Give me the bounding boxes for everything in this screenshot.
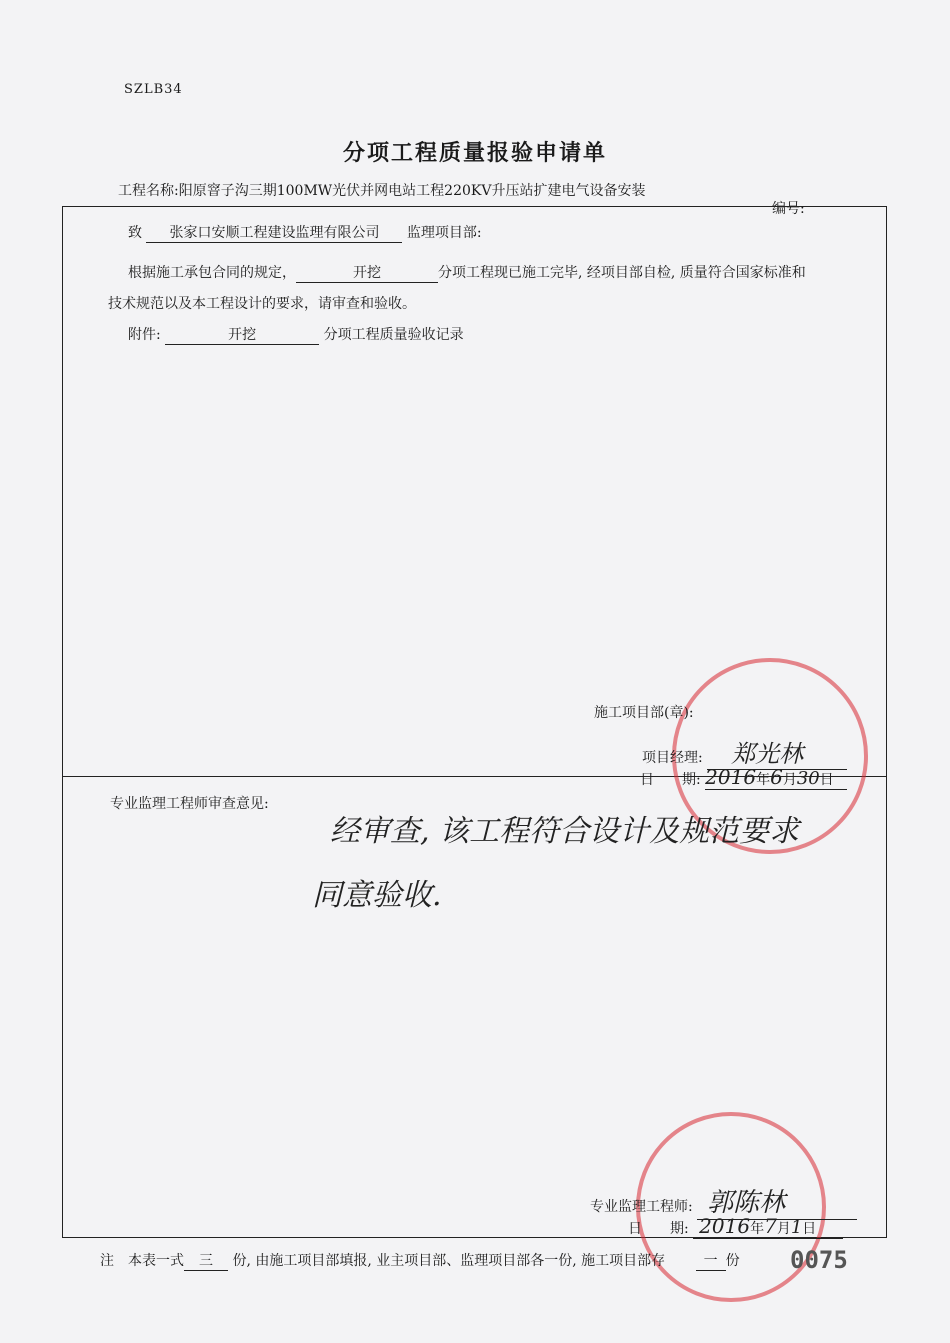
body-line1-post: 分项工程现已施工完毕, 经项目部自检, 质量符合国家标准和: [438, 265, 806, 281]
contractor-date-year: 2016: [705, 765, 757, 789]
footer-note-prefix: 注 本表一式: [100, 1253, 184, 1269]
review-day-char: 日: [802, 1221, 817, 1237]
project-name: 阳原窨子沟三期100MW光伏并网电站工程220KV升压站扩建电气设备安装: [178, 183, 646, 199]
attachment-row: [128, 324, 464, 345]
review-month-char: 月: [776, 1221, 791, 1237]
contractor-date-day: 30: [796, 768, 820, 789]
project-label: 工程名称:: [118, 183, 179, 199]
contractor-date-month: 6: [770, 765, 783, 789]
addressee-row: [128, 222, 482, 243]
footer-copies: 三: [184, 1250, 228, 1271]
page-number: 0075: [790, 1246, 848, 1274]
review-label: 专业监理工程师审查意见:: [110, 796, 269, 812]
manager-signature: 郑光林: [731, 740, 804, 768]
contractor-date-row: [640, 765, 847, 790]
contractor-day-char: 日: [819, 772, 834, 788]
body-line-1: [128, 262, 806, 283]
review-date-label: 日 期:: [628, 1221, 689, 1237]
engineer-signature: 郭陈林: [707, 1188, 786, 1218]
manager-label: 项目经理:: [642, 750, 703, 766]
contractor-date-label: 日 期:: [640, 772, 701, 788]
review-handwriting-1: 经审查, 该工程符合设计及规范要求: [330, 814, 800, 849]
review-date-row: [628, 1214, 843, 1239]
review-handwriting-2: 同意验收.: [312, 878, 442, 913]
contractor-dept-label: 施工项目部(章):: [594, 705, 694, 721]
footer-note: [100, 1250, 740, 1271]
attachment-item: 开挖: [165, 324, 319, 345]
review-date-month: 7: [764, 1214, 777, 1238]
footer-note-mid: 份, 由施工项目部填报, 业主项目部、监理项目部各一份, 施工项目部存: [232, 1253, 666, 1269]
footer-note-suffix: 份: [725, 1253, 740, 1269]
footer-copies-kept: 一: [696, 1250, 726, 1271]
engineer-label: 专业监理工程师:: [590, 1199, 693, 1215]
contractor-year-char: 年: [756, 772, 771, 788]
page-title: 分项工程质量报验申请单: [342, 141, 607, 166]
body-line1-pre: 根据施工承包合同的规定，: [128, 265, 296, 281]
form-code: SZLB34: [124, 82, 183, 97]
addressee-name: 张家口安顺工程建设监理有限公司: [146, 222, 402, 243]
review-date-year: 2016: [699, 1214, 751, 1238]
attachment-label: 附件:: [128, 327, 161, 343]
body-line-2: 技术规范以及本工程设计的要求，请审查和验收。: [108, 296, 416, 312]
review-date-day: 1: [790, 1217, 803, 1238]
attachment-suffix: 分项工程质量验收记录: [323, 327, 464, 343]
work-item: 开挖: [296, 262, 438, 283]
addressee-prefix: 致: [128, 225, 142, 241]
addressee-suffix: 监理项目部:: [406, 225, 482, 241]
project-row: [118, 180, 645, 200]
contractor-month-char: 月: [782, 772, 797, 788]
serial-label: 编号:: [772, 201, 805, 217]
review-year-char: 年: [750, 1221, 765, 1237]
